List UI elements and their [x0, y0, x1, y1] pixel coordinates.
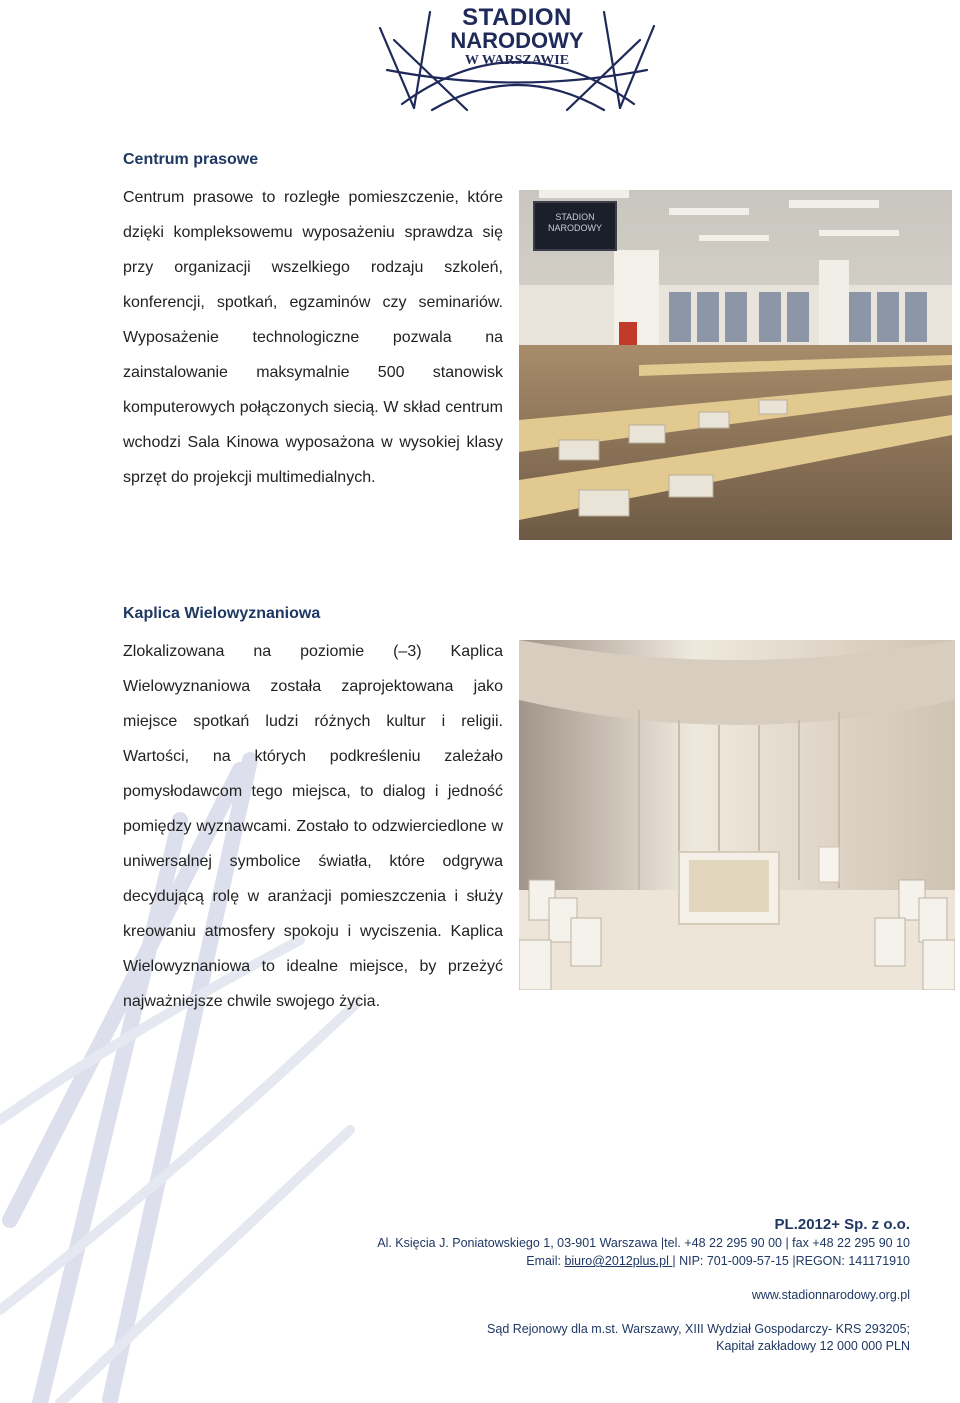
- screen-text-2: NARODOWY: [548, 223, 602, 233]
- logo-line-1: STADION: [462, 4, 572, 31]
- logo-line-2: NARODOWY: [450, 28, 584, 53]
- section-body: Zlokalizowana na poziomie (–3) Kaplica Wielowyznaniowa została zaprojektowana jako miejsce spotkań ludzi różnych kultur i religii. Wartości, na których podkreśleniu zależało pomysłodawcom tego miejsca, to dialog i jedność pomiędzy wyznawcami. Zostało to odzwierciedlone w uniwersalnej symbolice światła, które odgrywa decydującą rolę w aranżacji pomieszczenia i służy kreowaniu atmosfery spokoju i wyciszenia. Kaplica Wielowyznaniowa to idealne miejsce, by przeżyć najważniejsze chwile swojego życia.: [123, 643, 503, 1010]
- section-heading: Centrum prasowe: [123, 151, 259, 168]
- section-body: Centrum prasowe to rozległe pomieszczenie, które dzięki kompleksowemu wyposażeniu sprawdza się przy organizacji wszelkiego rodzaju szkoleń, konferencji, spotkań, egzaminów czy seminariów. Wyposażenie technologiczne pozwala na zainstalowanie maksymalnie 500 stanowisk komputerowych połączonych siecią. W skład centrum wchodzi Sala Kinowa wyposażona w wysokiej klasy sprzęt do projekcji multimedialnych.: [123, 189, 503, 486]
- section-heading: Kaplica Wielowyznaniowa: [123, 605, 321, 622]
- chapel-photo: [519, 640, 955, 990]
- footer-ids: | NIP: 701-009-57-15 |REGON: 141171910: [672, 1254, 910, 1268]
- press-centre-photo: [519, 190, 952, 540]
- section-centrum-prasowe: [123, 149, 503, 495]
- footer-email-label: Email:: [526, 1254, 565, 1268]
- footer-contact: [526, 1254, 910, 1268]
- footer-capital: Kapitał zakładowy 12 000 000 PLN: [716, 1339, 910, 1353]
- screen-text-1: STADION: [555, 212, 595, 222]
- footer-address: Al. Księcia J. Poniatowskiego 1, 03-901 Warszawa |tel. +48 22 295 90 00 | fax +48 22 295 90 10: [377, 1236, 910, 1250]
- logo-line-3: W WARSZAWIE: [464, 53, 570, 68]
- footer-email-link[interactable]: biuro@2012plus.pl: [564, 1254, 673, 1268]
- footer-company: PL.2012+ Sp. z o.o.: [774, 1216, 910, 1233]
- footer-website-link[interactable]: www.stadionnarodowy.org.pl: [751, 1288, 910, 1302]
- section-kaplica: [123, 603, 503, 1019]
- footer-court: Sąd Rejonowy dla m.st. Warszawy, XIII Wydział Gospodarczy- KRS 293205;: [487, 1322, 910, 1336]
- stadion-logo: [372, 0, 662, 118]
